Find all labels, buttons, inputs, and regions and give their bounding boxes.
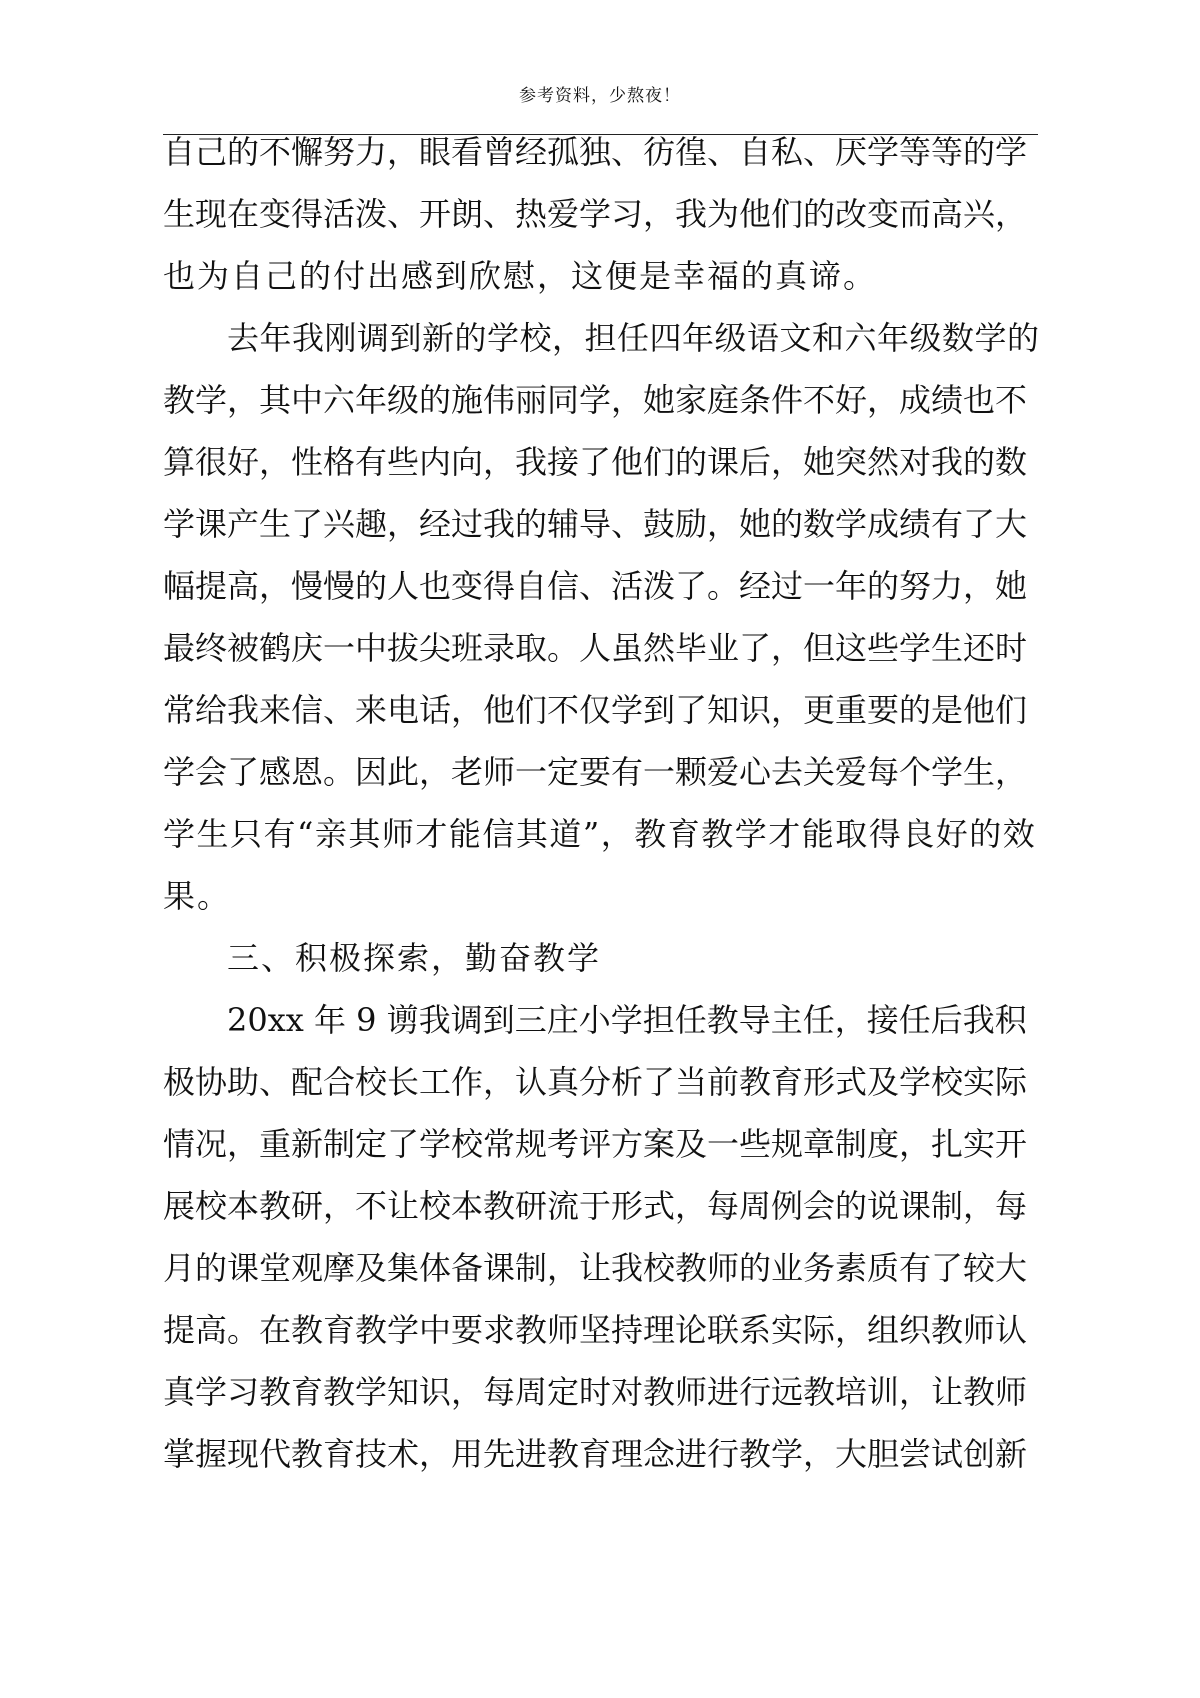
body-line: 果。 — [163, 877, 232, 915]
body-line: 真学习教育教学知识，每周定时对教师进行远教培训，让教师 — [163, 1373, 1028, 1411]
body-line: 教学，其中六年级的施伟丽同学，她家庭条件不好，成绩也不 — [163, 381, 1028, 419]
body-line: 算很好，性格有些内向，我接了他们的课后，她突然对我的数 — [163, 443, 1028, 481]
body-line: 也为自己的付出感到欣慰，这便是幸福的真谛。 — [163, 257, 878, 295]
body-line: 情况，重新制定了学校常规考评方案及一些规章制度，扎实开 — [163, 1125, 1028, 1163]
page-header: 参考资料，少熬夜！ — [519, 86, 681, 106]
body-line: 最终被鹤庆一中拔尖班录取。人虽然毕业了，但这些学生还时 — [163, 629, 1028, 667]
body-line: 生现在变得活泼、开朗、热爱学习，我为他们的改变而高兴， — [163, 195, 1028, 233]
body-line: 学会了感恩。因此，老师一定要有一颗爱心去关爱每个学生， — [163, 753, 1028, 791]
body-line: 常给我来信、来电话，他们不仅学到了知识，更重要的是他们 — [163, 691, 1028, 729]
body-line: 学生只有“亲其师才能信其道”，教育教学才能取得良好的效 — [163, 815, 1037, 853]
body-line: 自己的不懈努力，眼看曾经孤独、彷徨、自私、厌学等等的学 — [163, 133, 1028, 171]
body-line: 极协助、配合校长工作，认真分析了当前教育形式及学校实际 — [163, 1063, 1028, 1101]
body-line: 幅提高，慢慢的人也变得自信、活泼了。经过一年的努力，她 — [163, 567, 1028, 605]
body-line: 月的课堂观摩及集体备课制，让我校教师的业务素质有了较大 — [163, 1249, 1028, 1287]
body-line: 学课产生了兴趣，经过我的辅导、鼓励，她的数学成绩有了大 — [163, 505, 1028, 543]
body-line: 提高。在教育教学中要求教师坚持理论联系实际，组织教师认 — [163, 1311, 1028, 1349]
body-line: 掌握现代教育技术，用先进教育理念进行教学，大胆尝试创新 — [163, 1435, 1028, 1473]
paragraph-start-line: 20xx 年 9 谫我调到三庄小学担任教导主任，接任后我积 — [227, 1001, 1027, 1039]
paragraph-start-line: 去年我刚调到新的学校，担任四年级语文和六年级数学的 — [227, 319, 1040, 357]
section-heading: 三、积极探索，勤奋教学 — [227, 939, 602, 977]
body-line: 展校本教研，不让校本教研流于形式，每周例会的说课制，每 — [163, 1187, 1028, 1225]
